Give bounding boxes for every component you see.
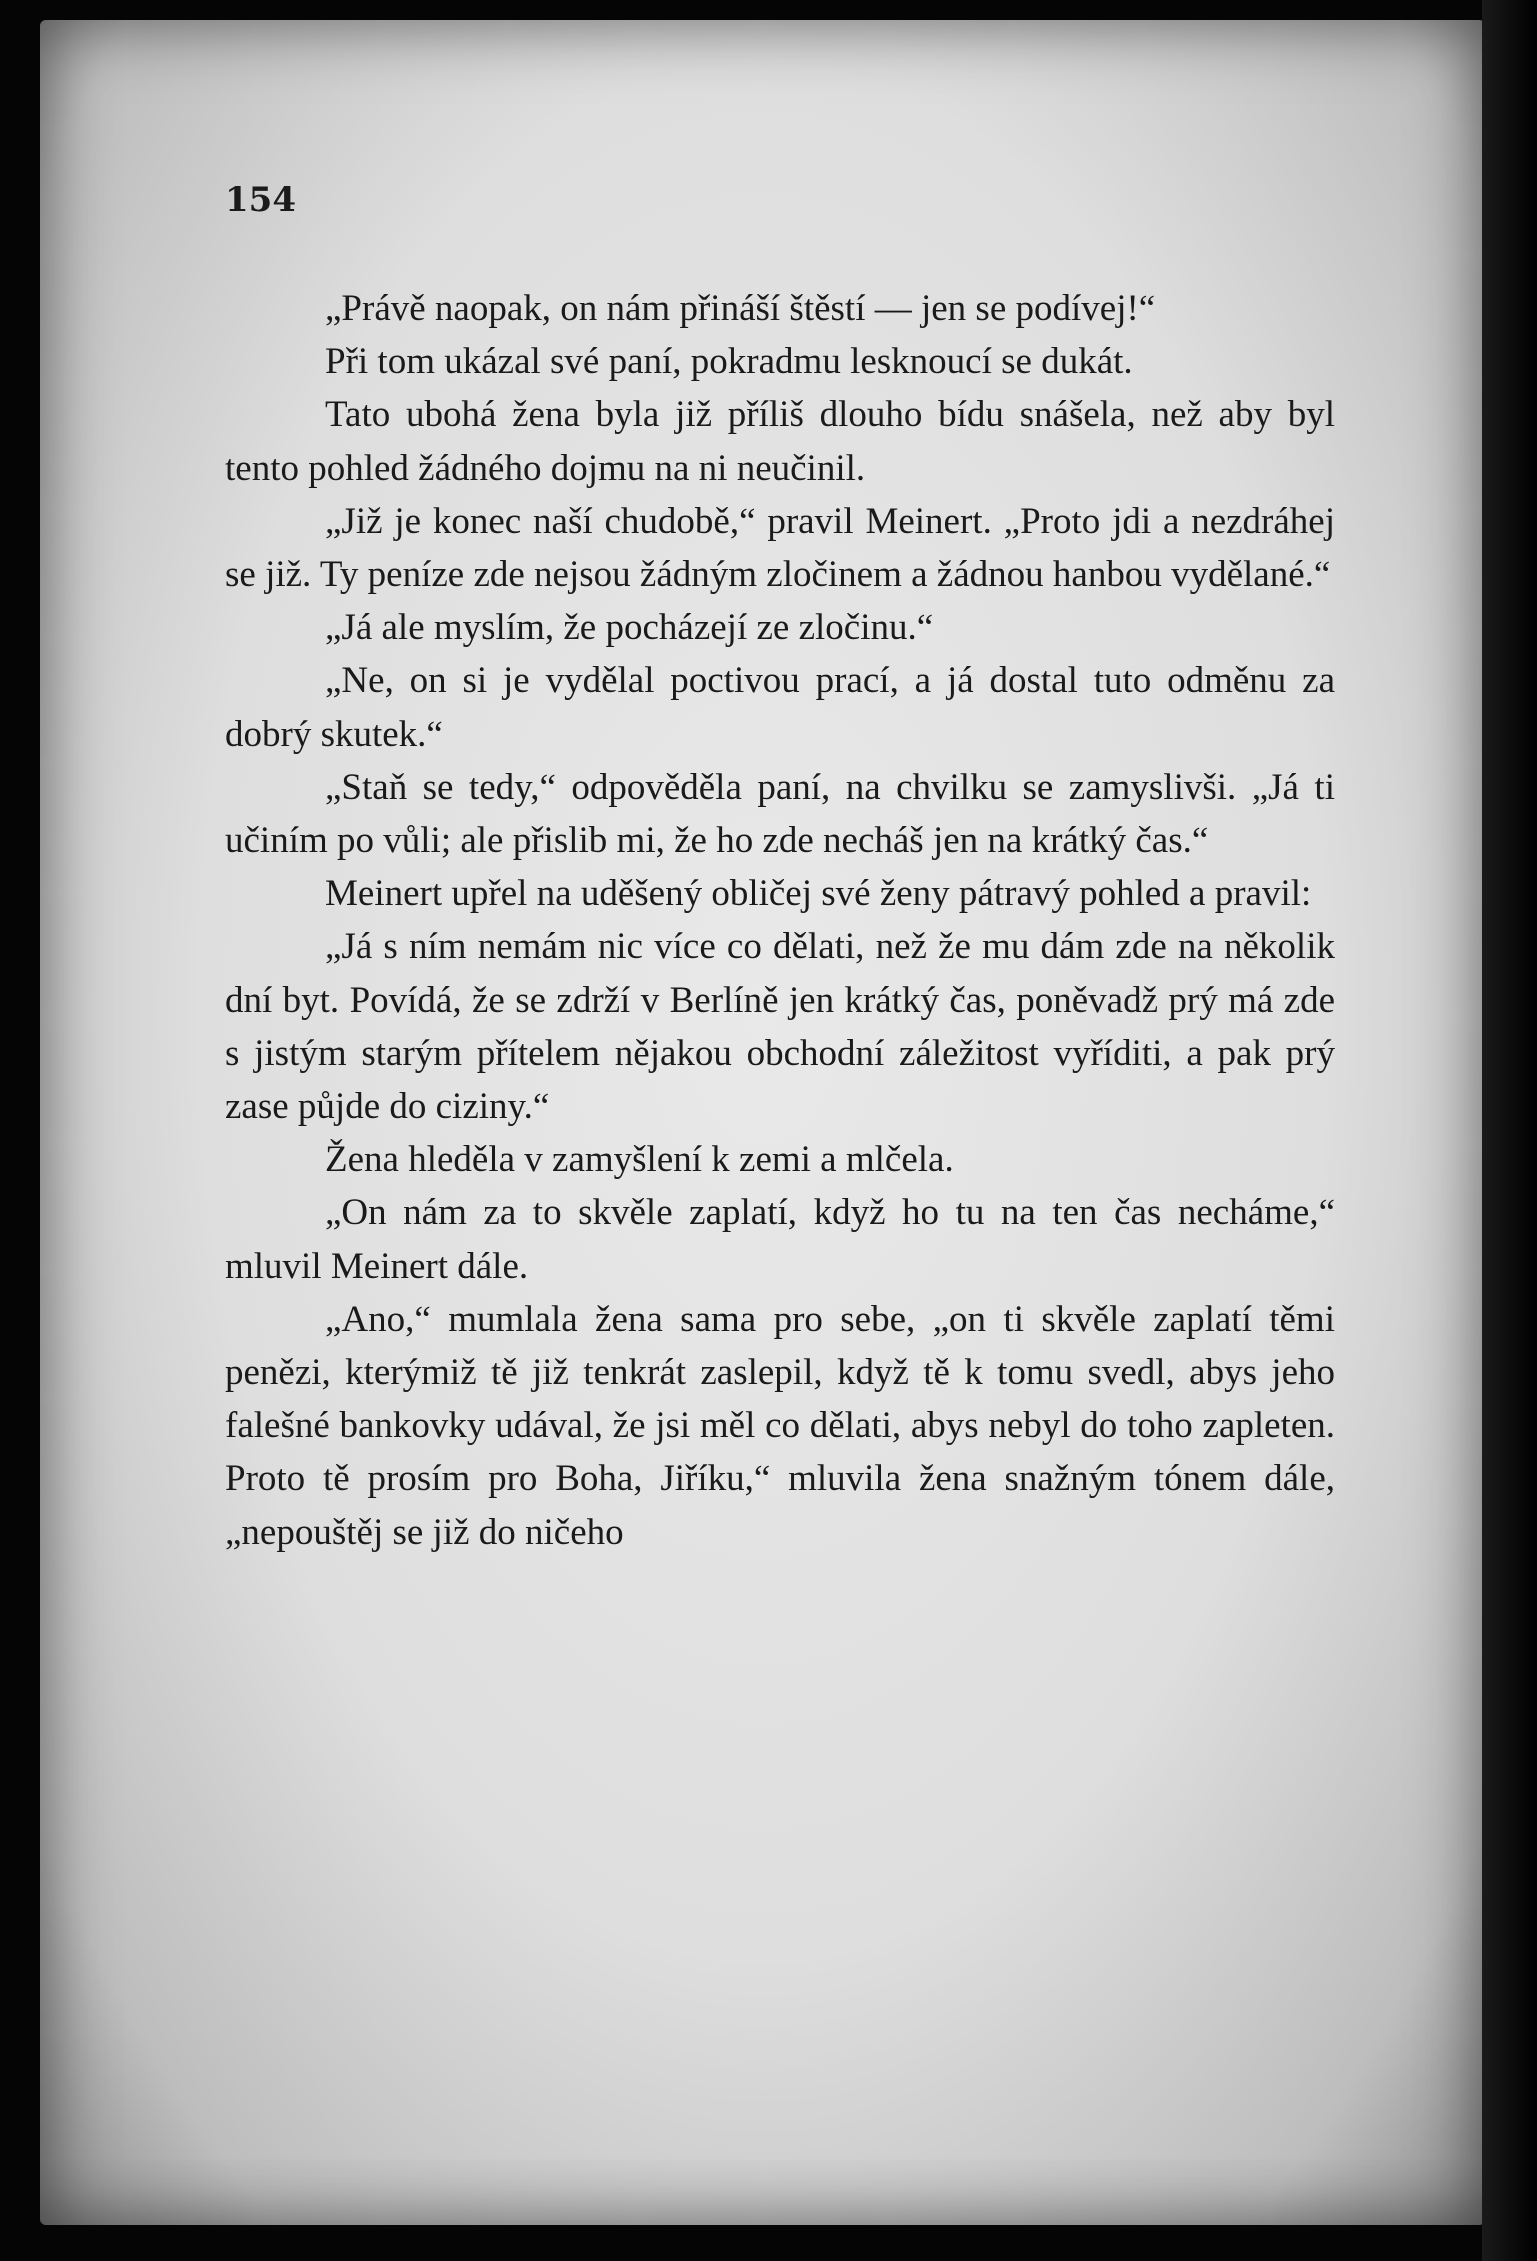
paragraph: „Já s ním nemám nic více co dělati, než že mu dám zde na několik dní byt. Povídá, že se zdrží v Berlíně jen krátký čas, poněvadž prý má zde s jistým starým přítelem nějakou obchodní záležitost vyříditi, a pak prý zase půjde do ciziny.“: [225, 926, 1335, 1128]
paragraph: „Já ale myslím, že pocházejí ze zločinu.“: [325, 607, 934, 649]
paragraph: Při tom ukázal své paní, pokradmu lesknoucí se dukát.: [325, 341, 1133, 383]
page-number: 154: [225, 180, 296, 220]
paragraph: „Již je konec naší chudobě,“ pravil Meinert. „Proto jdi a nezdráhej se již. Ty peníze zde nejsou žádným zločinem a žádnou hanbou vydělané.“: [225, 500, 1335, 596]
body-text: [225, 282, 1335, 1559]
paragraph: Meinert upřel na uděšený obličej své ženy pátravý pohled a pravil:: [325, 873, 1312, 915]
paragraph: „Právě naopak, on nám přináší štěstí — jen se podívej!“: [325, 288, 1156, 329]
paragraph: „On nám za to skvěle zaplatí, když ho tu na ten čas necháme,“ mluvil Meinert dále.: [225, 1192, 1335, 1287]
book-page: [40, 20, 1485, 2225]
paragraph: Tato ubohá žena byla již příliš dlouho bídu snášela, než aby byl tento pohled žádného dojmu na ni neučinil.: [225, 394, 1335, 489]
scan-border-right: [1482, 0, 1537, 2261]
paragraph: „Staň se tedy,“ odpověděla paní, na chvilku se zamyslivši. „Já ti učiním po vůli; ale přislib mi, že ho zde necháš jen na krátký čas.“: [225, 766, 1335, 862]
paragraph: „Ne, on si je vydělal poctivou prací, a já dostal tuto odměnu za dobrý skutek.“: [225, 660, 1335, 755]
paragraph: „Ano,“ mumlala žena sama pro sebe, „on ti skvěle zaplatí těmi penězi, kterýmiž tě již tenkrát zaslepil, když tě k tomu svedl, abys jeho falešné bankovky udával, že jsi měl co dělati, abys nebyl do toho zapleten. Proto tě prosím pro Boha, Jiříku,“ mluvila žena snažným tónem dále, „nepouštěj se již do ničeho: [225, 1298, 1335, 1553]
paragraph: Žena hleděla v zamyšlení k zemi a mlčela.: [325, 1139, 954, 1181]
